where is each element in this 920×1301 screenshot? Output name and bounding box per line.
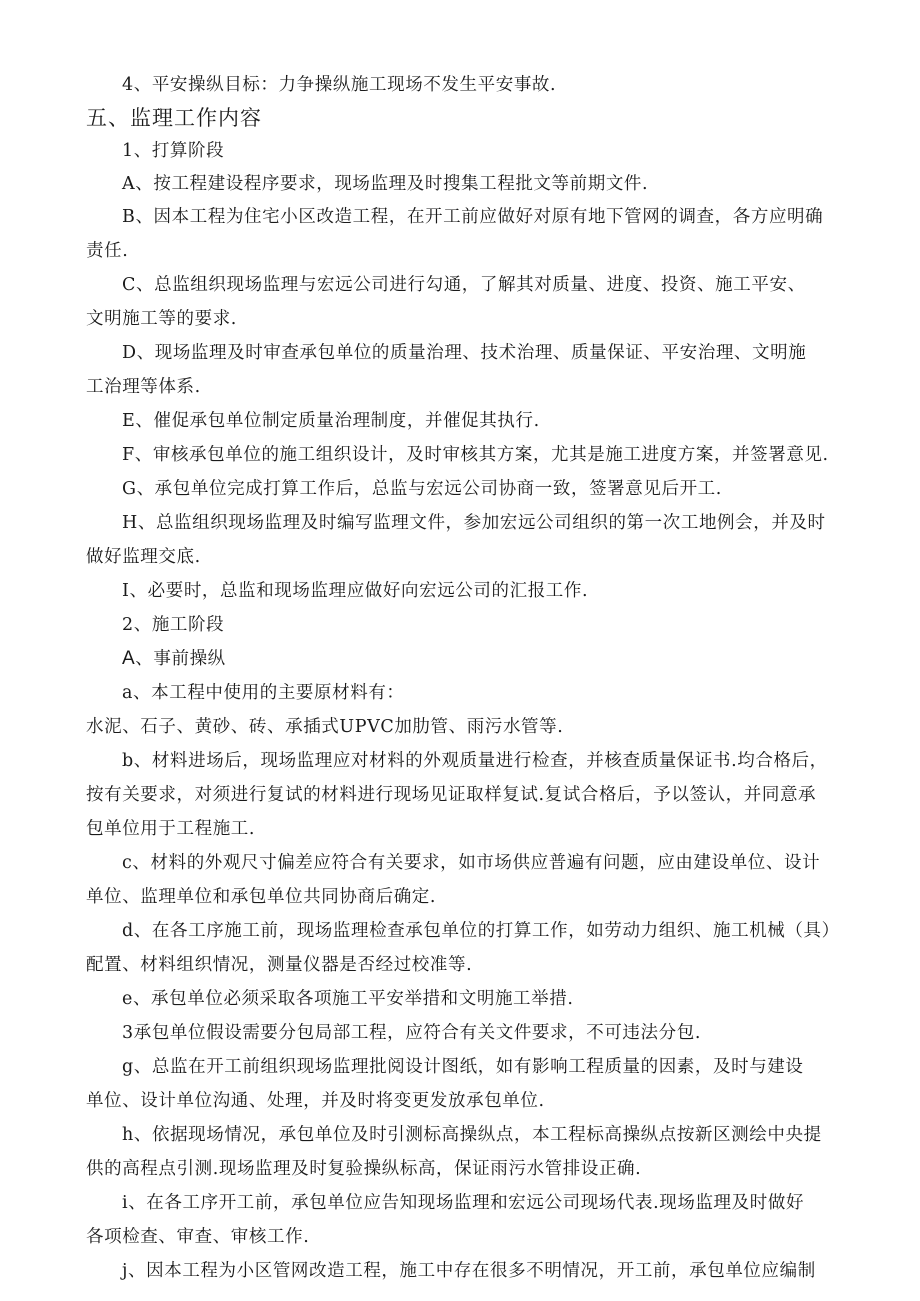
- item-letter: A: [122, 648, 136, 669]
- subsection-construction-stage: 2、施工阶段: [122, 615, 225, 635]
- paragraph-line: j、因本工程为小区管网改造工程，施工中存在很多不明情况，开工前，承包单位应编制: [122, 1261, 816, 1281]
- paragraph-line: A、按工程建设程序要求，现场监理及时搜集工程批文等前期文件.: [122, 174, 649, 194]
- section-heading: 五、监理工作内容: [86, 106, 262, 130]
- paragraph-line: G、承包单位完成打算工作后，总监与宏远公司协商一致，签署意见后开工.: [122, 479, 722, 499]
- paragraph-line: B、因本工程为住宅小区改造工程，在开工前应做好对原有地下管网的调查，各方应明确: [122, 207, 824, 227]
- paragraph-line: 按有关要求，对须进行复试的材料进行现场见证取样复试.复试合格后，予以签认，并同意承: [86, 785, 817, 805]
- paragraph-line: H、总监组织现场监理及时编写监理文件，参加宏远公司组织的第一次工地例会，并及时: [122, 513, 826, 533]
- paragraph-line: e、承包单位必须采取各项施工平安举措和文明施工举措.: [122, 989, 574, 1009]
- paragraph-line: 单位、设计单位沟通、处理，并及时将变更发放承包单位.: [86, 1091, 545, 1111]
- paragraph-line: 文明施工等的要求.: [86, 309, 237, 329]
- paragraph-line: b、材料进场后，现场监理应对材料的外观质量进行检查，并核查质量保证书.均合格后，: [122, 751, 828, 771]
- paragraph-line: 责任.: [86, 241, 129, 261]
- paragraph-line: g、总监在开工前组织现场监理批阅设计图纸，如有影响工程质量的因素，及时与建设: [122, 1057, 804, 1077]
- paragraph-line: E、催促承包单位制定质量治理制度，并催促其执行.: [122, 411, 540, 431]
- paragraph-line: D、现场监理及时审查承包单位的质量治理、技术治理、质量保证、平安治理、文明施: [122, 343, 807, 363]
- paragraph-line: c、材料的外观尺寸偏差应符合有关要求，如市场供应普遍有问题，应由建设单位、设计: [122, 853, 821, 873]
- subsection-planning-stage: 1、打算阶段: [122, 141, 225, 161]
- paragraph-line: i、在各工序开工前，承包单位应告知现场监理和宏远公司现场代表.现场监理及时做好: [122, 1193, 805, 1213]
- paragraph-line: h、依据现场情况，承包单位及时引测标高操纵点，本工程标高操纵点按新区测绘中央提: [122, 1125, 822, 1145]
- paragraph-line: 3承包单位假设需要分包局部工程，应符合有关文件要求，不可违法分包.: [122, 1023, 701, 1043]
- paragraph-line: 单位、监理单位和承包单位共同协商后确定.: [86, 887, 437, 907]
- paragraph-line: 供的高程点引测.现场监理及时复验操纵标高，保证雨污水管排设正确.: [86, 1159, 642, 1179]
- item-heading-prior-control: [122, 642, 900, 676]
- paragraph-line: 水泥、石子、黄砂、砖、承插式UPVC加肋管、雨污水管等.: [86, 717, 564, 737]
- paragraph-line: I、必要时，总监和现场监理应做好向宏远公司的汇报工作.: [122, 581, 589, 601]
- paragraph-line: 做好监理交底.: [86, 547, 201, 567]
- paragraph-line: 配置、材料组织情况，测量仪器是否经过校准等.: [86, 955, 473, 975]
- paragraph-line: a、本工程中使用的主要原材料有：: [122, 683, 405, 703]
- item-heading-text: 、事前操纵: [135, 649, 226, 669]
- paragraph-line: 包单位用于工程施工.: [86, 819, 256, 839]
- paragraph-line: 各项检查、审查、审核工作.: [86, 1227, 310, 1247]
- safety-goal-line: 4、平安操纵目标：力争操纵施工现场不发生平安事故.: [122, 75, 557, 95]
- paragraph-line: 工治理等体系.: [86, 377, 201, 397]
- paragraph-line: C、总监组织现场监理与宏远公司进行勾通，了解其对质量、进度、投资、施工平安、: [122, 275, 806, 295]
- paragraph-line: d、在各工序施工前，现场监理检查承包单位的打算工作，如劳动力组织、施工机械（具）: [122, 921, 840, 941]
- paragraph-line: F、审核承包单位的施工组织设计，及时审核其方案，尤其是施工进度方案，并签署意见.: [122, 445, 829, 465]
